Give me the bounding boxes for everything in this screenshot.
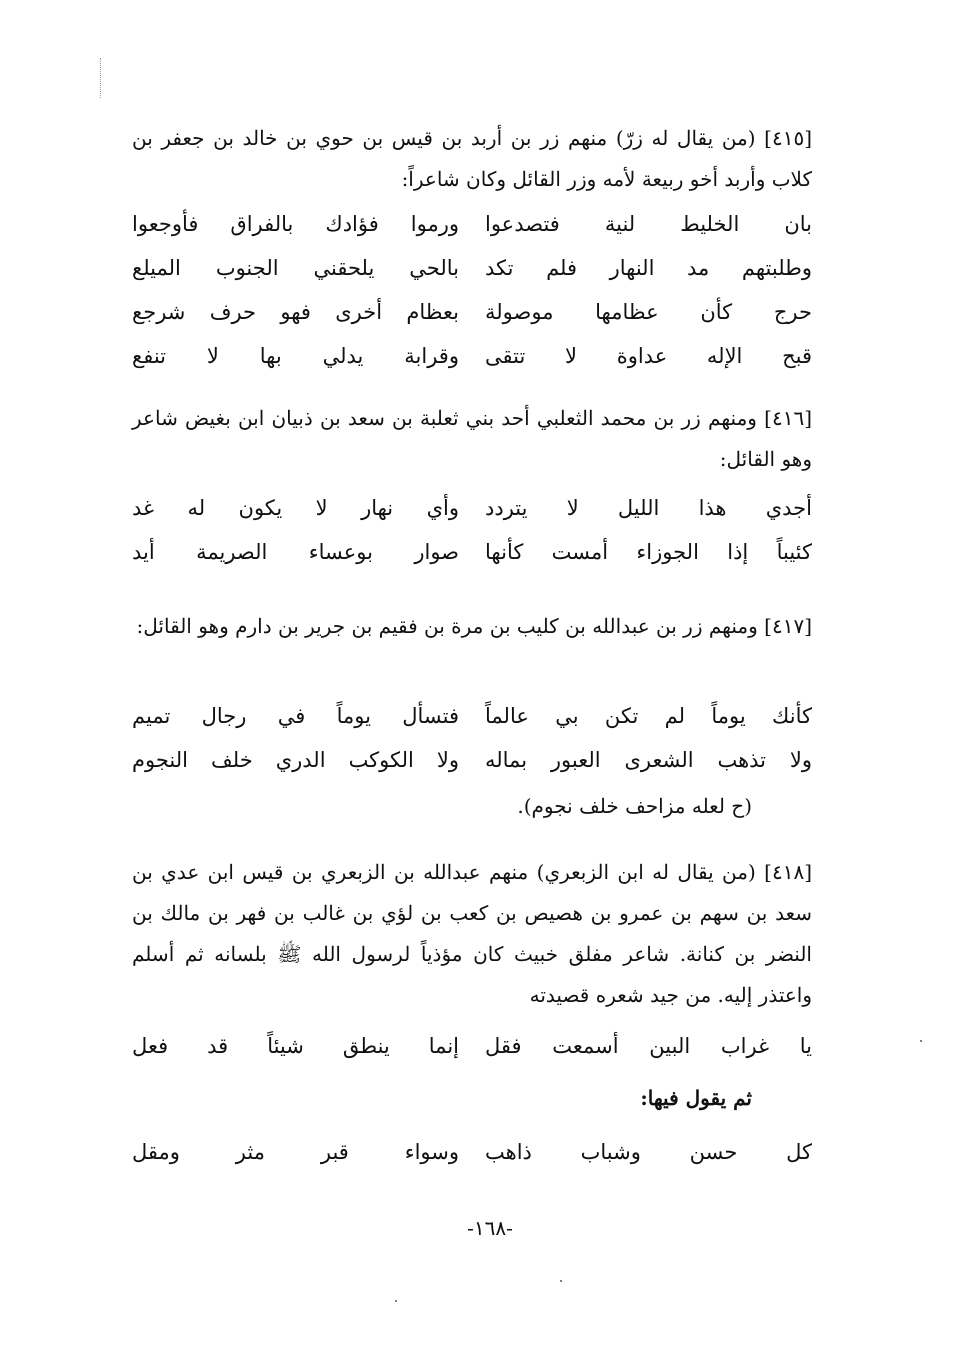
verse-word: أسمعت <box>552 1034 619 1058</box>
hemistich <box>485 486 812 530</box>
verse-word: شرجع <box>132 300 186 324</box>
hemistich <box>132 290 459 334</box>
verse-word: إذا <box>727 540 749 564</box>
hemistich <box>485 246 812 290</box>
verse-word: تنفع <box>132 344 167 368</box>
verse-word: كأنك <box>772 704 812 728</box>
verse-word: مثر <box>235 1140 265 1164</box>
verse-word: تذهب <box>717 748 767 772</box>
verse-word: وقرابة <box>404 344 459 368</box>
verse-word: موصولة <box>485 300 554 324</box>
verse-word: يوماً <box>336 704 371 728</box>
verse-word: وطلبتهم <box>741 256 812 280</box>
verse-word: بي <box>555 704 579 728</box>
verse-word: بماله <box>485 748 528 772</box>
verse-word: ورموا <box>410 212 459 236</box>
verse-word: وسواء <box>404 1140 459 1164</box>
poem-417 <box>132 694 812 782</box>
hemistich <box>485 738 812 782</box>
verse-word: حسن <box>689 1140 738 1164</box>
verse-word: النجوم <box>132 748 188 772</box>
verse-word: بالفراق <box>230 212 294 236</box>
hemistich <box>132 738 459 782</box>
verse-word: النهار <box>609 256 655 280</box>
verse-word: لم <box>664 704 686 728</box>
verse-word: يكون <box>238 496 283 520</box>
verse-word: الليل <box>617 496 660 520</box>
entry-417 <box>132 606 812 647</box>
verse-word: حرف <box>209 300 257 324</box>
verse-word: غراب <box>720 1034 770 1058</box>
poem-418-b <box>132 1130 812 1174</box>
hemistich <box>132 694 459 738</box>
verse-word: ينطق <box>342 1034 390 1058</box>
verse-word: الدري <box>275 748 326 772</box>
page-number: -١٦٨- <box>467 1216 513 1240</box>
verse-word: ولا <box>789 748 812 772</box>
verse-word: بوعساء <box>308 540 373 564</box>
entry-418 <box>132 852 812 1016</box>
verse-word: أيد <box>132 540 155 564</box>
poem-416 <box>132 486 812 574</box>
verse-grid <box>132 1024 812 1068</box>
verse-word: كأنها <box>485 540 524 564</box>
scan-speck <box>395 1300 397 1302</box>
hemistich <box>132 246 459 290</box>
verse-word: وشباب <box>580 1140 641 1164</box>
verse-word: يدلي <box>322 344 364 368</box>
scan-edge-mark <box>100 58 102 98</box>
verse-word: فقل <box>485 1034 522 1058</box>
verse-word: الميلع <box>132 256 181 280</box>
entry-416 <box>132 398 812 480</box>
verse-word: الكوكب <box>348 748 414 772</box>
verse-word: خلف <box>211 748 253 772</box>
verse-word: رجال <box>201 704 247 728</box>
editor-note: (ح لعله مزاحف خلف نجوم). <box>517 794 752 818</box>
verse-word: يوماً <box>711 704 746 728</box>
verse-word: بها <box>259 344 282 368</box>
verse-word: ومقل <box>132 1140 180 1164</box>
verse-word: تتقى <box>485 344 526 368</box>
poem-415 <box>132 202 812 378</box>
verse-word: كل <box>786 1140 812 1164</box>
verse-word: قبح <box>782 344 812 368</box>
verse-word: أجدي <box>765 496 812 520</box>
verse-word: إنما <box>428 1034 459 1058</box>
verse-word: لا <box>565 344 577 368</box>
verse-word: تكن <box>604 704 639 728</box>
hemistich <box>485 1130 812 1174</box>
entry-paragraph: [٤١٨] (من يقال له ابن الزبعري) منهم عبدالله بن الزبعري بن قيس ابن عدي بن سعد بن سهم بن عمرو بن هصيص بن كعب بن لؤي بن غالب بن فهر بن مالك بن النضر بن كنانة. شاعر مفلق خبيث كان مؤذياً لرسول الله ﷺ بلسانه ثم أسلم واعتذر إليه. من جيد شعره قصيدته <box>132 860 812 1007</box>
verse-word: حرج <box>773 300 812 324</box>
verse-word: فتصدعوا <box>485 212 560 236</box>
entry-paragraph: [٤١٦] ومنهم زر بن محمد الثعلبي أحد بني ثعلبة بن سعد بن ذبيان ابن بغيض شاعر وهو القائل: <box>132 406 812 471</box>
hemistich <box>132 1130 459 1174</box>
verse-word: في <box>277 704 306 728</box>
verse-word: نهار <box>361 496 394 520</box>
verse-word: ذاهب <box>485 1140 532 1164</box>
verse-word: الشعرى <box>624 748 694 772</box>
verse-word: فأوجعوا <box>132 212 199 236</box>
verse-word: ولا <box>436 748 459 772</box>
verse-word: قد <box>207 1034 229 1058</box>
verse-word: فهو <box>280 300 311 324</box>
hemistich <box>485 334 812 378</box>
entry-paragraph: [٤١٧] ومنهم زر بن عبدالله بن كليب بن مرة بن فقيم بن جرير بن دارم وهو القائل: <box>136 614 812 638</box>
verse-word: فلم <box>546 256 578 280</box>
entry-paragraph: [٤١٥] (من يقال له زرّ) منهم زر بن أربد بن قيس بن حوي بن خالد بن جعفر بن كلاب وأربد أخو ربيعة لأمه وزر القائل وكان شاعراً: <box>132 126 812 191</box>
verse-word: قبر <box>320 1140 349 1164</box>
verse-word: فؤادك <box>325 212 379 236</box>
verse-word: لا <box>206 344 219 368</box>
verse-word: عالماً <box>485 704 529 728</box>
verse-grid <box>132 1130 812 1174</box>
verse-word: شيئاً <box>267 1034 304 1058</box>
verse-word: أمست <box>551 540 609 564</box>
verse-grid <box>132 486 812 574</box>
verse-word: وأي <box>426 496 459 520</box>
hemistich <box>485 694 812 738</box>
verse-word: فعل <box>132 1034 169 1058</box>
hemistich <box>132 530 459 574</box>
verse-word: لا <box>315 496 328 520</box>
verse-word: البين <box>649 1034 691 1058</box>
note-417 <box>132 786 812 826</box>
scan-speck <box>560 1280 562 1282</box>
verse-word: يا <box>799 1034 812 1058</box>
hemistich <box>132 1024 459 1068</box>
verse-word: بعظام <box>406 300 459 324</box>
hemistich <box>485 202 812 246</box>
verse-word: يتردد <box>485 496 528 520</box>
verse-word: لنية <box>604 212 636 236</box>
verse-word: عداوة <box>616 344 668 368</box>
verse-word: تكد <box>485 256 514 280</box>
hemistich <box>485 530 812 574</box>
prefix-418 <box>132 1078 812 1118</box>
verse-word: العبور <box>550 748 601 772</box>
verse-word: لا <box>566 496 579 520</box>
verse-word: كئيباً <box>776 540 812 564</box>
verse-word: الخليط <box>680 212 740 236</box>
verse-word: مد <box>687 256 710 280</box>
verse-word: غد <box>132 496 155 520</box>
verse-word: الإله <box>706 344 743 368</box>
verse-word: عظامها <box>595 300 659 324</box>
hemistich <box>485 1024 812 1068</box>
poem-418 <box>132 1024 812 1068</box>
verse-word: الجوزاء <box>636 540 699 564</box>
verse-word: فتسأل <box>402 704 459 728</box>
hemistich <box>132 334 459 378</box>
verse-word: يلحقني <box>313 256 375 280</box>
verse-word: الجنوب <box>215 256 279 280</box>
entry-415 <box>132 118 812 200</box>
verse-word: تميم <box>132 704 171 728</box>
verse-word: له <box>187 496 206 520</box>
verse-word: بان <box>784 212 812 236</box>
hemistich <box>132 202 459 246</box>
scan-speck <box>920 1040 922 1042</box>
verse-intro: ثم يقول فيها: <box>640 1086 752 1110</box>
verse-grid <box>132 202 812 378</box>
verse-word: بالحي <box>409 256 459 280</box>
verse-word: أخرى <box>335 300 383 324</box>
verse-word: الصريمة <box>196 540 268 564</box>
verse-grid <box>132 694 812 782</box>
verse-word: صوار <box>414 540 459 564</box>
verse-word: كأن <box>700 300 733 324</box>
verse-word: هذا <box>698 496 727 520</box>
hemistich <box>485 290 812 334</box>
hemistich <box>132 486 459 530</box>
